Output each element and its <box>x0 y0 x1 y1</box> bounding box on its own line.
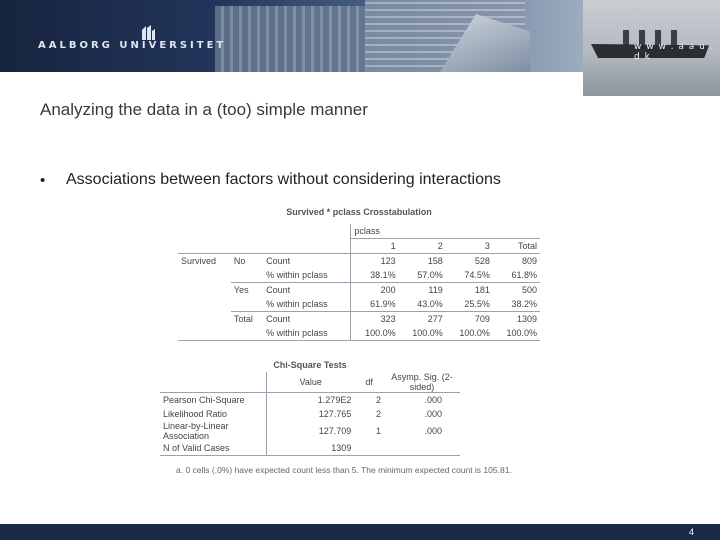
ship-funnel <box>623 30 629 45</box>
col-header: 1 <box>351 239 399 254</box>
cell: 38.2% <box>511 299 537 309</box>
cell: 100.0% <box>506 328 537 338</box>
cell: 181 <box>446 283 493 298</box>
table-row <box>160 407 460 421</box>
cell: 57.0% <box>417 270 443 280</box>
row-label: Pearson Chi-Square <box>163 395 245 405</box>
cell: 100.0% <box>351 326 399 341</box>
col-header: Asymp. Sig. (2-sided) <box>391 372 453 392</box>
cell: 809 <box>521 256 537 266</box>
col-header: 2 <box>399 239 446 254</box>
col-header: 3 <box>446 239 493 254</box>
bullet-text: Associations between factors without considering interactions <box>66 171 501 188</box>
table-row <box>160 441 460 456</box>
table-row <box>178 283 540 298</box>
col-group-header: pclass <box>351 224 540 239</box>
row-label: Linear-by-Linear Association <box>163 421 229 441</box>
col-header: Total <box>493 239 540 254</box>
cell: .000 <box>424 395 442 405</box>
cell: 74.5% <box>464 270 490 280</box>
cell: 2 <box>375 395 381 405</box>
cell: 1.279E2 <box>267 393 355 408</box>
cell: 528 <box>474 256 490 266</box>
cell: .000 <box>424 409 442 419</box>
cell: 1 <box>375 426 381 436</box>
page-number: 4 <box>688 527 694 537</box>
cell: 709 <box>446 312 493 327</box>
cell: 277 <box>399 312 446 327</box>
crosstab-table <box>178 224 540 341</box>
col-header: Value <box>267 372 355 393</box>
table-row <box>178 312 540 327</box>
cell: 127.709 <box>267 421 355 441</box>
cell: 1309 <box>267 441 355 456</box>
row-stat: % within pclass <box>266 328 328 338</box>
table-row <box>178 297 540 312</box>
chi-square-table <box>160 372 460 456</box>
cell: 158 <box>427 256 443 266</box>
slide-title: Analyzing the data in a (too) simple manner <box>40 100 368 119</box>
row-label: Likelihood Ratio <box>163 409 228 419</box>
col-header: df <box>365 377 373 387</box>
cell: 38.1% <box>351 268 399 283</box>
row-group: No <box>233 256 246 266</box>
row-stat: % within pclass <box>266 299 328 309</box>
cell: 43.0% <box>417 299 443 309</box>
row-stat: Count <box>263 312 351 327</box>
cell: 2 <box>375 409 381 419</box>
cell: 61.9% <box>351 297 399 312</box>
row-stat: Count <box>263 283 351 298</box>
row-group: Total <box>231 312 263 327</box>
cell: 323 <box>351 312 399 327</box>
table-row <box>160 421 460 441</box>
cell: 61.8% <box>511 270 537 280</box>
table-row <box>178 326 540 341</box>
cell: 25.5% <box>464 299 490 309</box>
chi-footnote: a. 0 cells (.0%) have expected count less than 5. The minimum expected count is 105.81. <box>176 465 512 475</box>
table-row <box>160 393 460 408</box>
cell: 200 <box>351 283 399 298</box>
row-stat: % within pclass <box>266 270 328 280</box>
university-logo-text: AALBORG UNIVERSITET <box>38 40 227 51</box>
bullet-marker: • <box>40 172 46 189</box>
cell: 100.0% <box>459 328 490 338</box>
cell: .000 <box>424 426 442 436</box>
building-photo <box>215 6 365 72</box>
footer-bar <box>0 524 720 540</box>
cell: 100.0% <box>412 328 443 338</box>
cell <box>384 441 460 456</box>
cell: 1309 <box>493 312 540 327</box>
chi-caption: Chi-Square Tests <box>273 360 347 370</box>
row-label: N of Valid Cases <box>163 443 230 453</box>
website-url: w w w . a a u . d k <box>634 42 714 62</box>
row-group: Yes <box>231 283 263 298</box>
cell: 123 <box>351 254 399 269</box>
row-group <box>231 326 263 341</box>
row-group <box>231 297 263 312</box>
cell: 127.765 <box>267 407 355 421</box>
row-group <box>231 268 263 283</box>
row-var-label: Survived <box>181 256 217 266</box>
table-row <box>178 254 540 269</box>
crosstab-caption: Survived * pclass Crosstabulation <box>286 207 432 217</box>
row-stat: Count <box>266 256 291 266</box>
table-row <box>178 268 540 283</box>
cell: 500 <box>493 283 540 298</box>
cell <box>354 441 384 456</box>
cell: 119 <box>399 283 446 298</box>
